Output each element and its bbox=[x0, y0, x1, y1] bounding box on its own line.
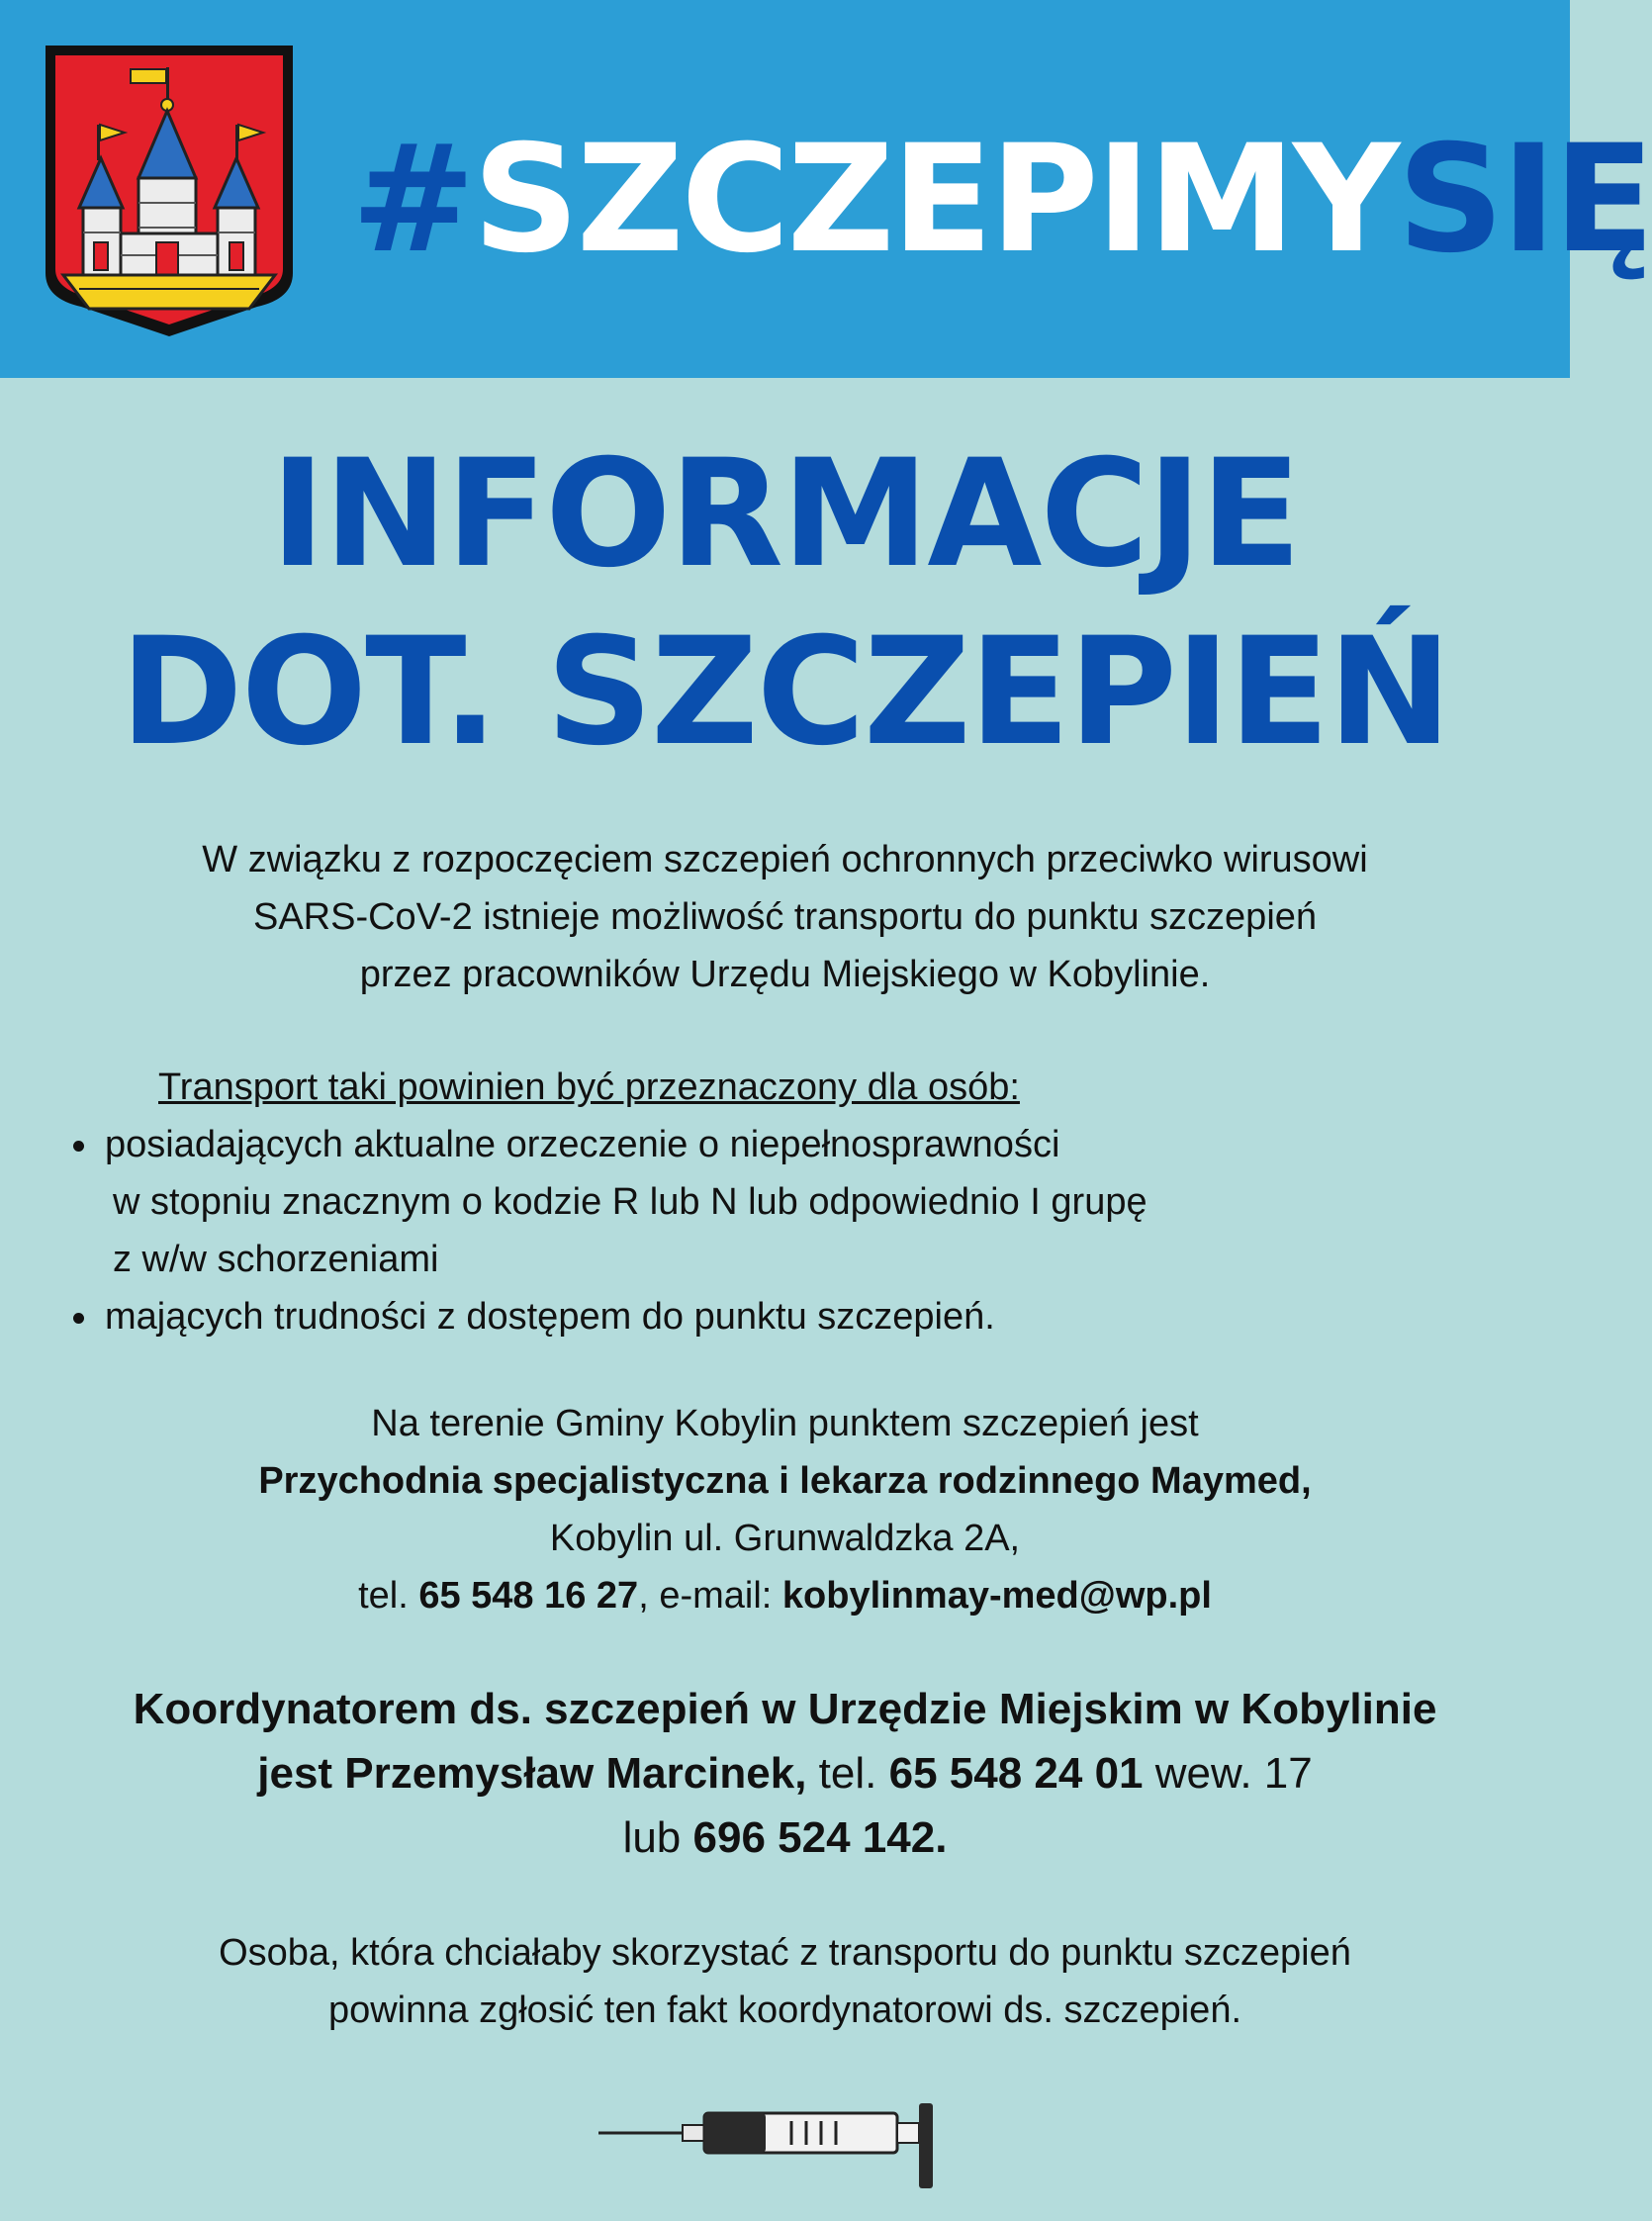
list-item-line: posiadających aktualne orzeczenie o niepełnosprawności bbox=[105, 1124, 1060, 1165]
coordinator-line: Koordynatorem ds. szczepień w Urzędzie Miejskim w Kobylinie bbox=[133, 1685, 1437, 1733]
closing-line: Osoba, która chciałaby skorzystać z transportu do punktu szczepień bbox=[219, 1932, 1351, 1974]
clinic-intro: Na terenie Gminy Kobylin punktem szczepień jest bbox=[371, 1403, 1199, 1444]
syringe-icon bbox=[594, 2097, 940, 2196]
clinic-info bbox=[0, 1395, 1570, 1624]
coordinator-tel-label: tel. bbox=[806, 1749, 889, 1798]
closing-line: powinna zgłosić ten fakt koordynatorowi ds. szczepień. bbox=[327, 1990, 1242, 2031]
page-title-line2: DOT. SZCZEPIEŃ bbox=[120, 606, 1450, 779]
intro-line: W związku z rozpoczęciem szczepień ochronnych przeciwko wirusowi bbox=[202, 839, 1368, 880]
clinic-email-label: , e-mail: bbox=[638, 1575, 782, 1617]
list-item bbox=[69, 1116, 1147, 1288]
coat-of-arms-icon bbox=[40, 40, 299, 342]
clinic-name: Przychodnia specjalistyczna i lekarza rodzinnego Maymed, bbox=[258, 1460, 1312, 1502]
hashtag-hash: # bbox=[351, 114, 473, 286]
hashtag-accent: SIĘ bbox=[1397, 114, 1652, 286]
list-item-line: z w/w schorzeniami bbox=[113, 1239, 439, 1280]
header-banner bbox=[0, 0, 1652, 378]
page-title-line1: INFORMACJE bbox=[270, 428, 1300, 601]
coordinator-line bbox=[0, 1805, 1570, 1870]
list-item-line: mających trudności z dostępem do punktu szczepień. bbox=[105, 1296, 995, 1338]
clinic-tel-label: tel. bbox=[358, 1575, 419, 1617]
clinic-address: Kobylin ul. Grunwaldzka 2A, bbox=[549, 1518, 1021, 1559]
list-item-line: w stopniu znacznym o kodzie R lub N lub odpowiednio I grupę bbox=[113, 1181, 1147, 1223]
intro-paragraph bbox=[0, 831, 1570, 1003]
coordinator-or: lub bbox=[622, 1813, 693, 1862]
coordinator-line bbox=[0, 1741, 1570, 1805]
intro-line: SARS-CoV-2 istnieje możliwość transportu do punktu szczepień bbox=[252, 896, 1318, 938]
hashtag-title bbox=[351, 111, 1652, 289]
clinic-phone: 65 548 16 27 bbox=[418, 1575, 639, 1617]
coordinator-info bbox=[0, 1677, 1570, 1870]
intro-line: przez pracowników Urzędu Miejskiego w Kobylinie. bbox=[359, 954, 1211, 995]
transport-heading: Transport taki powinien być przeznaczony dla osób: bbox=[158, 1066, 1020, 1108]
hashtag-main: SZCZEPIMY bbox=[472, 114, 1398, 286]
coordinator-phone: 65 548 24 01 bbox=[888, 1749, 1144, 1798]
coordinator-name: jest Przemysław Marcinek, bbox=[257, 1749, 807, 1798]
coordinator-mobile: 696 524 142. bbox=[692, 1813, 948, 1862]
closing-paragraph bbox=[0, 1924, 1570, 2039]
coordinator-ext: wew. 17 bbox=[1143, 1749, 1313, 1798]
eligibility-list bbox=[69, 1116, 1147, 1345]
clinic-email: kobylinmay-med@wp.pl bbox=[781, 1575, 1212, 1617]
list-item bbox=[69, 1288, 1147, 1345]
clinic-contact bbox=[0, 1567, 1570, 1624]
